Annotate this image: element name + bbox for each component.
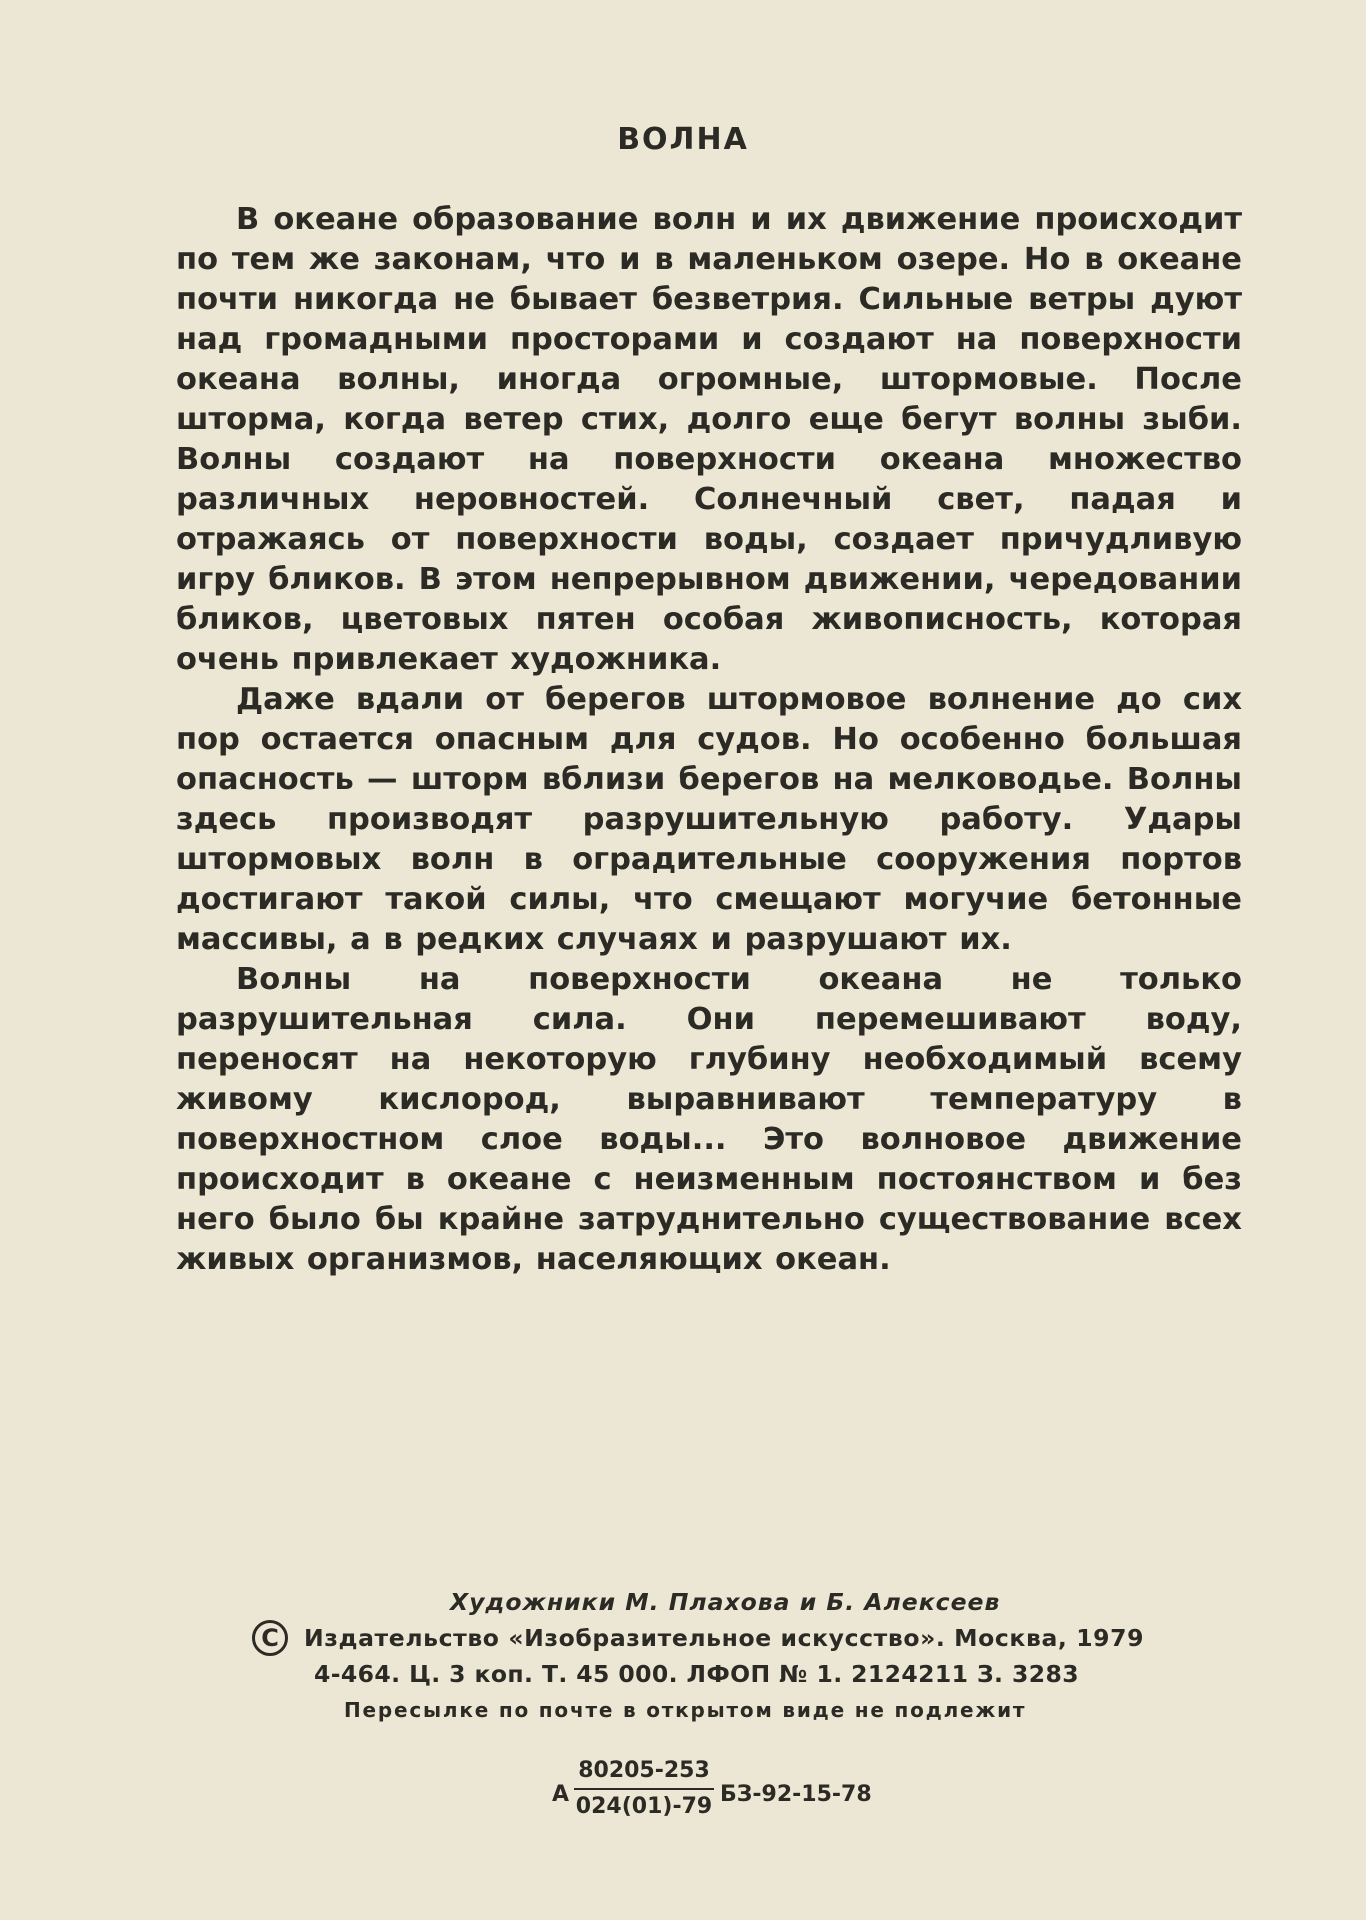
index-numerator: 80205-253: [578, 1758, 710, 1783]
artists-credit: Художники М. Плахова и Б. Алексеев: [450, 1588, 1001, 1616]
copyright-icon: C: [252, 1620, 288, 1656]
print-info: 4-464. Ц. 3 коп. Т. 45 000. ЛФОП № 1. 2124211 З. 3283: [314, 1660, 1079, 1688]
index-fraction: [574, 1756, 714, 1822]
mail-note: Пересылке по почте в открытом виде не подлежит: [344, 1698, 1027, 1722]
index-letter: А: [552, 1782, 570, 1807]
publisher-credit: Издательство «Изобразительное искусство». Москва, 1979: [304, 1624, 1145, 1652]
paragraph-2: Даже вдали от берегов штормовое волнение до сих пор остается опасным для судов. Но особенно большая опасность — шторм вблизи берегов на мелководье. Волны здесь производят разрушительную работу. Удары штормовых волн в оградительные сооружения портов достигают такой силы, что смещают могучие бетонные массивы, а в редких случаях и разрушают их.: [176, 682, 1242, 957]
paragraph-3: Волны на поверхности океана не только разрушительная сила. Они перемешивают воду, переносят на некоторую глубину необходимый всему живому кислород, выравнивают температуру в поверхностном слое воды... Это волновое движение происходит в океане с неизменным постоянством и без него было бы крайне затруднительно существование всех живых организмов, населяющих океан.: [176, 962, 1242, 1277]
index-denominator: 024(01)-79: [575, 1794, 713, 1819]
paragraph-1: В океане образование волн и их движение происходит по тем же законам, что и в маленьком озере. Но в океане почти никогда не бывает безветрия. Сильные ветры дуют над громадными просторами и создают на поверхности океана волны, иногда огромные, штормовые. После шторма, когда ветер стих, долго еще бегут волны зыби. Волны создают на поверхности океана множество различных неровностей. Солнечный свет, падая и отражаясь от поверхности воды, создает причудливую игру бликов. В этом непрерывном движении, чередовании бликов, цветовых пятен особая живописность, которая очень привлекает художника.: [176, 202, 1242, 677]
article-body: [176, 200, 1242, 1280]
page-title: ВОЛНА: [617, 122, 749, 157]
fraction-bar: [574, 1788, 714, 1790]
index-code: БЗ-92-15-78: [720, 1782, 872, 1807]
